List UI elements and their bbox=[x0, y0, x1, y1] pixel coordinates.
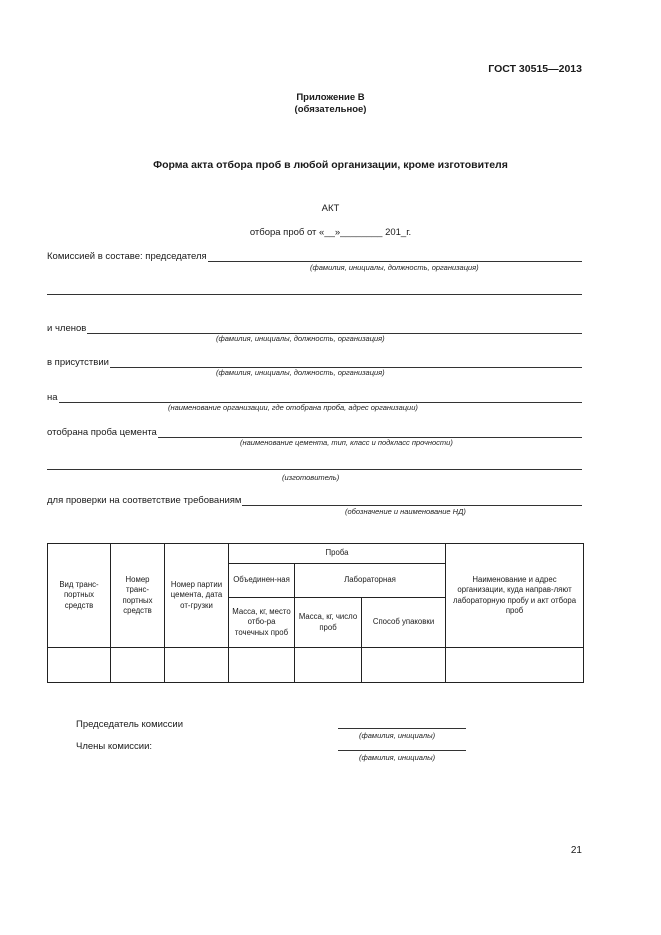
header-mass-points: Масса, кг, место отбо-ра точечных проб bbox=[229, 598, 295, 648]
sample-line[interactable] bbox=[158, 427, 582, 438]
compliance-label: для проверки на соответствие требованиям bbox=[47, 495, 242, 506]
sampling-table bbox=[47, 543, 584, 683]
sample-label: отобрана проба цемента bbox=[47, 427, 157, 438]
commission-field[interactable] bbox=[47, 248, 582, 262]
chairman-label: Председатель комиссии bbox=[76, 719, 184, 730]
members-line[interactable] bbox=[87, 323, 582, 334]
form-title: Форма акта отбора проб в любой организации, кроме изготовителя bbox=[153, 159, 508, 171]
sample-field[interactable] bbox=[47, 424, 582, 438]
presence-field[interactable] bbox=[47, 354, 582, 368]
header-batch-number: Номер партии цемента, дата от-грузки bbox=[165, 544, 229, 648]
manufacturer-hint: (изготовитель) bbox=[282, 473, 340, 482]
appendix-status: (обязательное) bbox=[294, 104, 367, 115]
organization-field[interactable] bbox=[47, 389, 582, 403]
table-cell[interactable] bbox=[295, 648, 362, 683]
table-cell[interactable] bbox=[229, 648, 295, 683]
chairman-signature-line[interactable] bbox=[338, 728, 466, 729]
act-title: АКТ bbox=[321, 203, 340, 214]
organization-line[interactable] bbox=[59, 392, 582, 403]
act-date-line: отбора проб от «__»________ 201_г. bbox=[249, 227, 412, 238]
chairman-hint: (фамилия, инициалы) bbox=[359, 731, 436, 740]
presence-hint: (фамилия, инициалы, должность, организация) bbox=[216, 368, 385, 377]
sample-hint: (наименование цемента, тип, класс и подкласс прочности) bbox=[240, 438, 453, 447]
members-signature-label: Члены комиссии: bbox=[76, 741, 153, 752]
commission-continuation-line[interactable] bbox=[47, 294, 582, 295]
header-recipient-organization: Наименование и адрес организации, куда направ-ляют лабораторную пробу и акт отбора проб bbox=[446, 544, 584, 648]
table-row[interactable] bbox=[48, 648, 584, 683]
table-cell[interactable] bbox=[446, 648, 584, 683]
standard-number: ГОСТ 30515—2013 bbox=[488, 63, 582, 75]
table-cell[interactable] bbox=[362, 648, 446, 683]
table-cell[interactable] bbox=[48, 648, 111, 683]
commission-hint: (фамилия, инициалы, должность, организация) bbox=[310, 263, 479, 272]
header-mass-count: Масса, кг, число проб bbox=[295, 598, 362, 648]
commission-label: Комиссией в составе: председателя bbox=[47, 251, 207, 262]
header-laboratory: Лабораторная bbox=[295, 564, 446, 598]
organization-label: на bbox=[47, 392, 58, 403]
presence-line[interactable] bbox=[110, 357, 582, 368]
header-transport-type: Вид транс-портных средств bbox=[48, 544, 111, 648]
header-packing: Способ упаковки bbox=[362, 598, 446, 648]
members-signature-line[interactable] bbox=[338, 750, 466, 751]
header-combined: Объединен-ная bbox=[229, 564, 295, 598]
table-cell[interactable] bbox=[165, 648, 229, 683]
appendix-title: Приложение В bbox=[296, 92, 365, 103]
organization-hint: (наименование организации, где отобрана проба, адрес организации) bbox=[168, 403, 418, 412]
header-transport-number: Номер транс-портных средств bbox=[111, 544, 165, 648]
page-number: 21 bbox=[570, 845, 582, 856]
members-hint: (фамилия, инициалы, должность, организация) bbox=[216, 334, 385, 343]
members-signature-hint: (фамилия, инициалы) bbox=[359, 753, 436, 762]
members-label: и членов bbox=[47, 323, 87, 334]
commission-line[interactable] bbox=[208, 251, 582, 262]
compliance-hint: (обозначение и наименование НД) bbox=[345, 507, 466, 516]
members-field[interactable] bbox=[47, 320, 582, 334]
presence-label: в присутствии bbox=[47, 357, 109, 368]
manufacturer-line[interactable] bbox=[47, 469, 582, 470]
compliance-field[interactable] bbox=[47, 492, 582, 506]
compliance-line[interactable] bbox=[242, 495, 582, 506]
header-sample: Проба bbox=[229, 544, 446, 564]
table-cell[interactable] bbox=[111, 648, 165, 683]
